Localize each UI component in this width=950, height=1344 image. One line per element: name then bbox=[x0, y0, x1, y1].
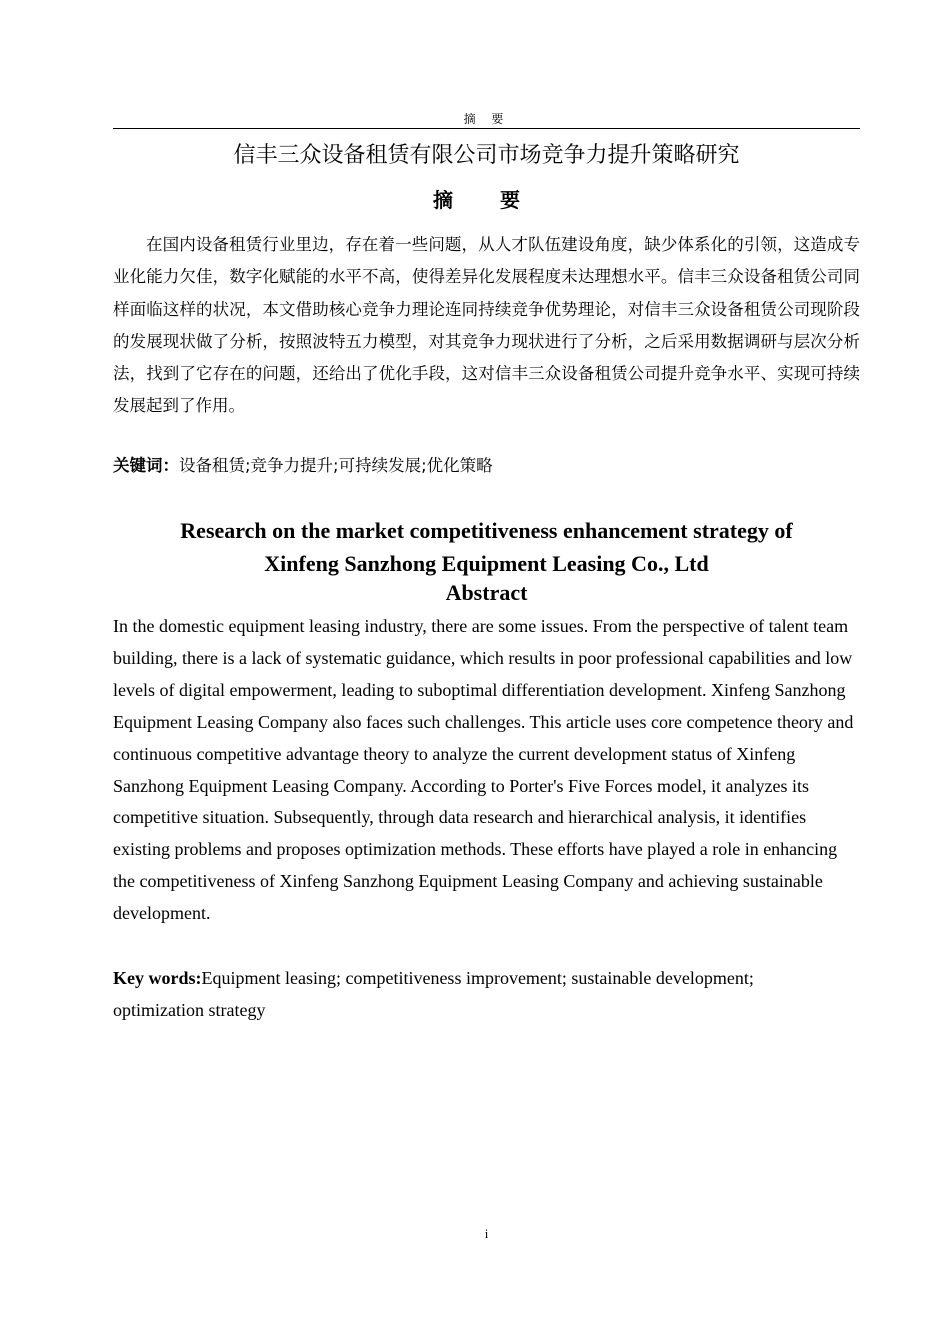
english-title-line-1: Research on the market competitiveness enhancement strategy of bbox=[180, 518, 793, 543]
page-number: i bbox=[484, 1226, 489, 1241]
chinese-keywords bbox=[113, 452, 860, 476]
running-header: 摘 要 bbox=[463, 112, 510, 126]
chinese-abstract-body: 在国内设备租赁行业里边，存在着一些问题，从人才队伍建设角度，缺少体系化的引领，这造成专业化能力欠佳，数字化赋能的水平不高，使得差异化发展程度未达理想水平。信丰三众设备租赁公司同样面临这样的状况，本文借助核心竞争力理论连同持续竞争优势理论，对信丰三众设备租赁公司现阶段的发展现状做了分析，按照波特五力模型，对其竞争力现状进行了分析，之后采用数据调研与层次分析法，找到了它存在的问题，还给出了优化手段，这对信丰三众设备租赁公司提升竞争水平、实现可持续发展起到了作用。 bbox=[113, 235, 860, 416]
english-abstract-heading: Abstract bbox=[445, 580, 528, 605]
chinese-title: 信丰三众设备租赁有限公司市场竞争力提升策略研究 bbox=[233, 143, 740, 168]
english-keywords-label: Key words: bbox=[113, 968, 202, 988]
english-keywords bbox=[113, 962, 813, 1026]
english-title bbox=[113, 514, 860, 580]
english-title-line-2: Xinfeng Sanzhong Equipment Leasing Co., Ltd bbox=[264, 551, 709, 576]
chinese-keywords-text: 设备租赁;竞争力提升;可持续发展;优化策略 bbox=[179, 456, 493, 475]
english-keywords-text: Equipment leasing; competitiveness improvement; sustainable development; optimization strategy bbox=[113, 968, 754, 1020]
chinese-abstract-heading: 摘 要 bbox=[433, 188, 540, 212]
header-divider bbox=[113, 128, 860, 129]
chinese-keywords-label: 关键词： bbox=[113, 456, 179, 475]
english-abstract-body: In the domestic equipment leasing industry, there are some issues. From the perspective of talent team building, there is a lack of systematic guidance, which results in poor professional capabilities and low levels of digital empowerment, leading to suboptimal differentiation development. Xinfeng Sanzhong Equipment Leasing Company also faces such challenges. This article uses core competence theory and continuous competitive advantage theory to analyze the current development status of Xinfeng Sanzhong Equipment Leasing Company. According to Porter's Five Forces model, it analyzes its competitive situation. Subsequently, through data research and hierarchical analysis, it identifies existing problems and proposes optimization methods. These efforts have played a role in enhancing the competitiveness of Xinfeng Sanzhong Equipment Leasing Company and achieving sustainable development. bbox=[113, 616, 854, 924]
